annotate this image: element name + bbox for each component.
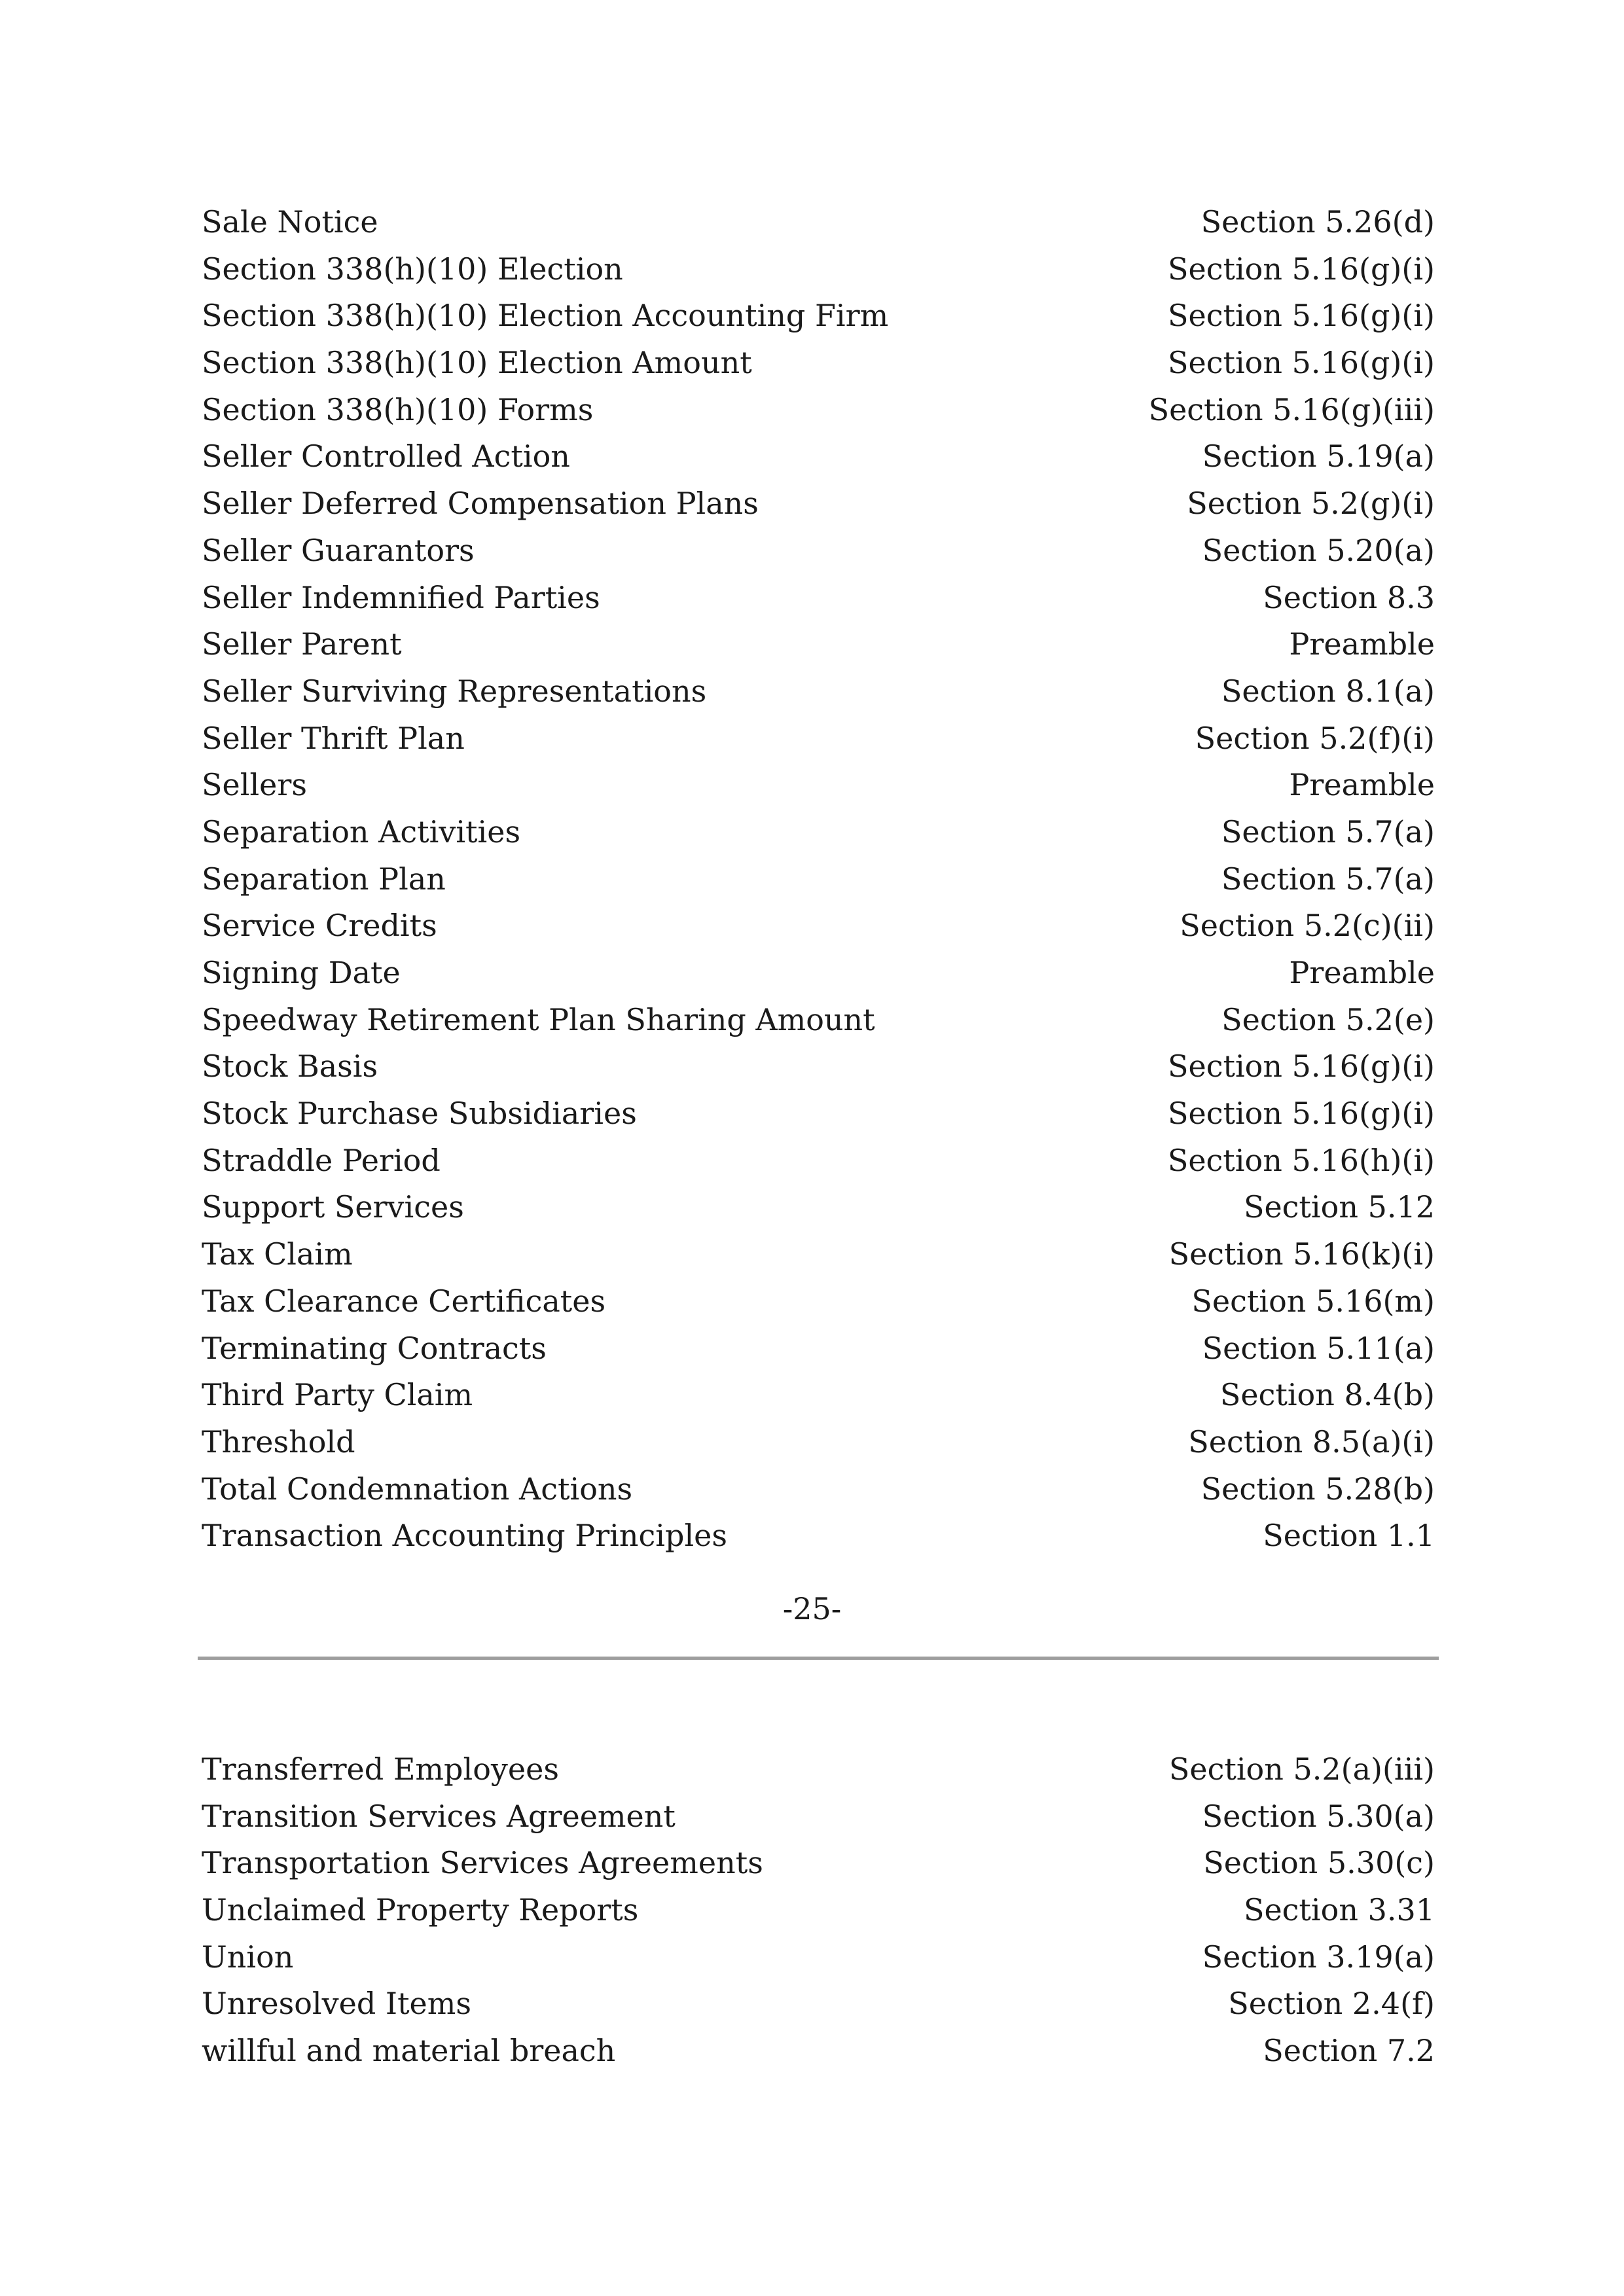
section-reference: Section 5.20(a) — [1202, 532, 1435, 568]
defined-term: Seller Indemnified Parties — [202, 579, 600, 615]
section-reference: Section 5.16(g)(i) — [1167, 298, 1435, 334]
section-reference: Section 5.12 — [1243, 1189, 1435, 1225]
defined-term: Stock Purchase Subsidiaries — [202, 1096, 637, 1132]
index-entry — [202, 340, 1435, 387]
index-entry — [202, 1325, 1435, 1372]
section-reference: Section 5.7(a) — [1221, 814, 1435, 850]
defined-term: Section 338(h)(10) Election Accounting Firm — [202, 298, 889, 334]
section-reference: Section 5.11(a) — [1202, 1330, 1435, 1366]
defined-term: Seller Parent — [202, 626, 402, 662]
defined-term: Union — [202, 1939, 294, 1975]
index-entry — [202, 1372, 1435, 1419]
index-entry — [202, 1934, 1435, 1981]
index-entry — [202, 1840, 1435, 1887]
index-entry — [202, 856, 1435, 903]
defined-term: Threshold — [202, 1424, 355, 1460]
index-entry — [202, 1793, 1435, 1840]
index-entry — [202, 528, 1435, 575]
index-entry — [202, 1466, 1435, 1513]
index-entry — [202, 715, 1435, 762]
defined-term: Service Credits — [202, 908, 437, 944]
defined-term: Section 338(h)(10) Election Amount — [202, 345, 752, 381]
section-reference: Section 5.16(g)(i) — [1167, 345, 1435, 381]
defined-term: Third Party Claim — [202, 1377, 473, 1413]
section-reference: Section 5.16(k)(i) — [1168, 1236, 1435, 1272]
defined-term: Straddle Period — [202, 1142, 441, 1178]
index-entry — [202, 1043, 1435, 1090]
section-reference: Section 5.2(e) — [1221, 1001, 1435, 1037]
defined-term: Signing Date — [202, 955, 401, 990]
section-reference: Preamble — [1289, 626, 1435, 662]
section-reference: Section 5.16(h)(i) — [1167, 1142, 1435, 1178]
index-entry — [202, 433, 1435, 480]
section-reference: Section 5.16(g)(i) — [1167, 1049, 1435, 1085]
section-reference: Section 5.26(d) — [1200, 204, 1435, 240]
index-entry — [202, 246, 1435, 293]
section-reference: Preamble — [1289, 767, 1435, 803]
section-reference: Section 5.16(g)(i) — [1167, 251, 1435, 287]
index-entry — [202, 668, 1435, 715]
section-reference: Section 8.3 — [1263, 579, 1435, 615]
section-reference: Section 5.16(g)(i) — [1167, 1096, 1435, 1132]
defined-term: willful and material breach — [202, 2033, 616, 2069]
index-entry — [202, 1887, 1435, 1934]
index-entry — [202, 575, 1435, 622]
defined-term: Seller Thrift Plan — [202, 720, 465, 756]
index-entry — [202, 1746, 1435, 1793]
section-reference: Section 8.1(a) — [1221, 673, 1435, 709]
defined-term: Unresolved Items — [202, 1986, 472, 2022]
index-entry — [202, 621, 1435, 668]
defined-term: Tax Claim — [202, 1236, 353, 1272]
index-entry — [202, 2028, 1435, 2075]
defined-term: Sale Notice — [202, 204, 378, 240]
section-reference: Section 5.2(c)(ii) — [1180, 908, 1435, 944]
defined-term: Separation Plan — [202, 861, 446, 897]
section-reference: Section 8.5(a)(i) — [1188, 1424, 1435, 1460]
index-entry — [202, 387, 1435, 434]
defined-term: Sellers — [202, 767, 307, 803]
defined-term: Support Services — [202, 1189, 464, 1225]
section-reference: Section 5.16(m) — [1191, 1283, 1435, 1319]
section-reference: Section 5.30(c) — [1203, 1845, 1435, 1881]
defined-term: Seller Surviving Representations — [202, 673, 707, 709]
defined-term: Tax Clearance Certificates — [202, 1283, 606, 1319]
defined-term: Unclaimed Property Reports — [202, 1892, 639, 1928]
index-entry — [202, 903, 1435, 950]
section-reference: Section 5.30(a) — [1202, 1798, 1435, 1834]
defined-term: Transition Services Agreement — [202, 1798, 676, 1834]
index-entry — [202, 199, 1435, 246]
defined-term: Stock Basis — [202, 1049, 378, 1085]
section-reference: Section 8.4(b) — [1219, 1377, 1435, 1413]
defined-term: Speedway Retirement Plan Sharing Amount — [202, 1001, 875, 1037]
section-reference: Section 2.4(f) — [1228, 1986, 1435, 2022]
defined-term: Seller Guarantors — [202, 532, 475, 568]
section-reference: Section 5.2(f)(i) — [1195, 720, 1435, 756]
index-entry — [202, 950, 1435, 997]
index-of-defined-terms-page-26 — [202, 1746, 1435, 2075]
section-reference: Section 5.2(a)(iii) — [1168, 1751, 1435, 1787]
section-reference: Section 3.31 — [1243, 1892, 1435, 1928]
section-reference: Section 5.16(g)(iii) — [1148, 391, 1435, 427]
index-entry — [202, 1513, 1435, 1560]
defined-term: Transferred Employees — [202, 1751, 559, 1787]
index-entry — [202, 1981, 1435, 2028]
section-reference: Section 3.19(a) — [1202, 1939, 1435, 1975]
defined-term: Seller Controlled Action — [202, 439, 570, 475]
index-of-defined-terms-page-25 — [202, 199, 1435, 1560]
index-entry — [202, 1090, 1435, 1138]
section-reference: Section 5.19(a) — [1202, 439, 1435, 475]
defined-term: Separation Activities — [202, 814, 521, 850]
page-number: -25- — [782, 1591, 842, 1626]
defined-term: Section 338(h)(10) Forms — [202, 391, 594, 427]
defined-term: Seller Deferred Compensation Plans — [202, 486, 759, 522]
index-entry — [202, 1278, 1435, 1325]
section-reference: Section 5.28(b) — [1200, 1471, 1435, 1507]
section-reference: Section 1.1 — [1263, 1518, 1435, 1554]
defined-term: Section 338(h)(10) Election — [202, 251, 623, 287]
defined-term: Terminating Contracts — [202, 1330, 547, 1366]
section-reference: Section 5.2(g)(i) — [1187, 486, 1435, 522]
section-reference: Preamble — [1289, 955, 1435, 990]
index-entry — [202, 1419, 1435, 1466]
section-reference: Section 7.2 — [1263, 2033, 1435, 2069]
index-entry — [202, 1231, 1435, 1278]
index-entry — [202, 1138, 1435, 1185]
page-divider — [198, 1657, 1439, 1660]
defined-term: Total Condemnation Actions — [202, 1471, 633, 1507]
defined-term: Transportation Services Agreements — [202, 1845, 763, 1881]
index-entry — [202, 762, 1435, 809]
index-entry — [202, 997, 1435, 1044]
index-entry — [202, 293, 1435, 340]
index-entry — [202, 1184, 1435, 1231]
section-reference: Section 5.7(a) — [1221, 861, 1435, 897]
index-entry — [202, 480, 1435, 528]
defined-term: Transaction Accounting Principles — [202, 1518, 727, 1554]
index-entry — [202, 809, 1435, 856]
